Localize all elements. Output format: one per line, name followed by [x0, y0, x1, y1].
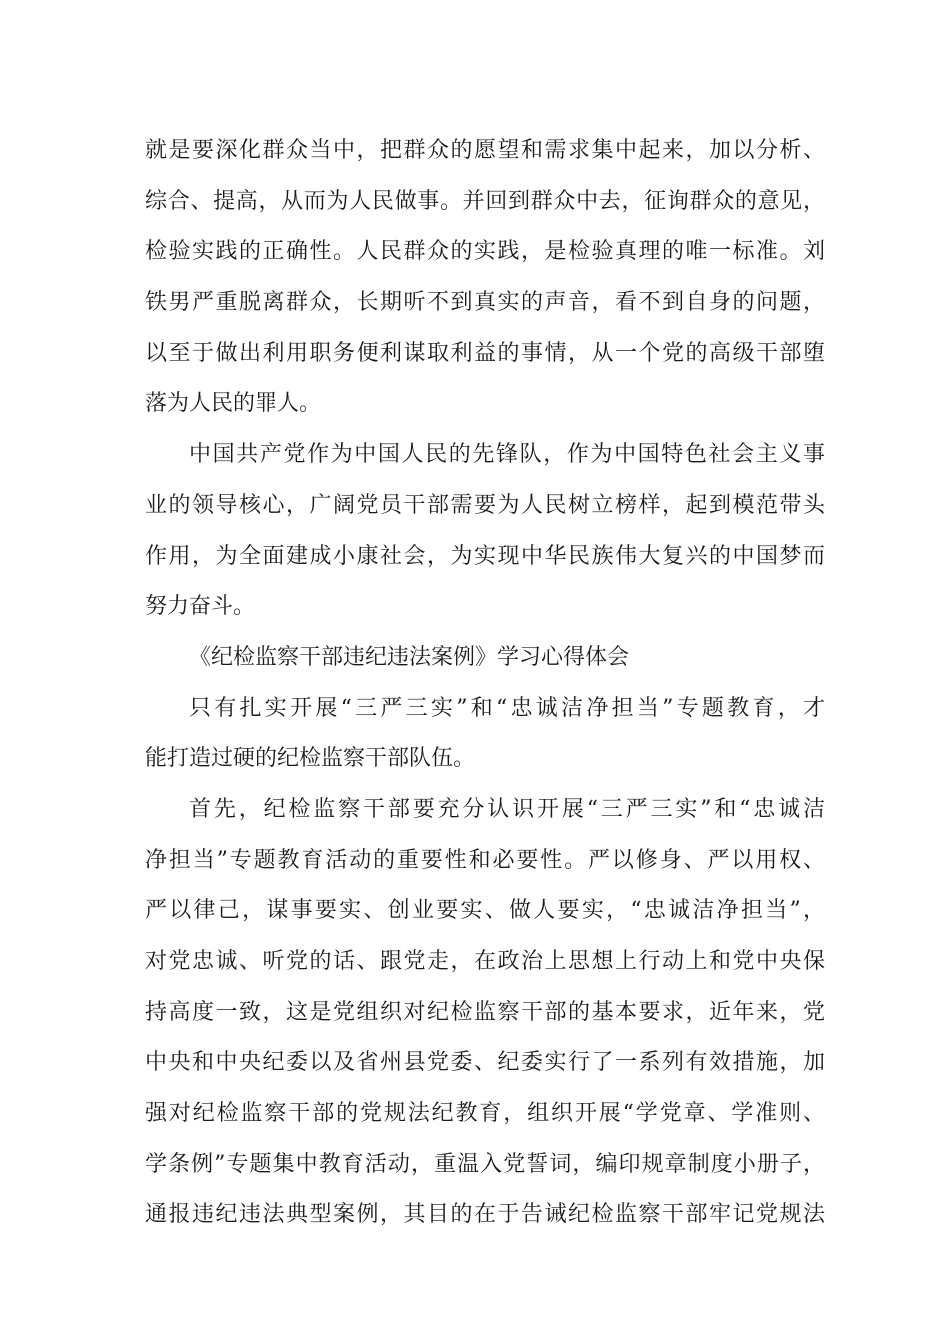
paragraph-line: 以至于做出利用职务便利谋取利益的事情，从一个党的高级干部堕 [145, 340, 825, 366]
paragraph-line: 首先，纪检监察干部要充分认识开展“三严三实”和“忠诚洁 [189, 796, 825, 822]
paragraph-line: 业的领导核心，广阔党员干部需要为人民树立榜样，起到模范带头 [145, 492, 825, 518]
paragraph-line: 中央和中央纪委以及省州县党委、纪委实行了一系列有效措施，加 [145, 1050, 825, 1076]
paragraph-line: 净担当”专题教育活动的重要性和必要性。严以修身、严以用权、 [145, 847, 825, 873]
paragraph-line: 通报违纪违法典型案例，其目的在于告诫纪检监察干部牢记党规法 [145, 1202, 825, 1228]
section-title: 《纪检监察干部违纪违法案例》学习心得体会 [189, 644, 630, 670]
paragraph-line: 作用，为全面建成小康社会，为实现中华民族伟大复兴的中国梦而 [145, 543, 825, 569]
paragraph-line: 就是要深化群众当中，把群众的愿望和需求集中起来，加以分析、 [145, 138, 825, 163]
paragraph-line: 综合、提高，从而为人民做事。并回到群众中去，征询群众的意见， [145, 188, 825, 214]
paragraph-line: 学条例”专题集中教育活动，重温入党誓词，编印规章制度小册子， [145, 1151, 825, 1177]
paragraph-line: 检验实践的正确性。人民群众的实践，是检验真理的唯一标准。刘 [145, 239, 825, 265]
document-body [145, 126, 825, 1241]
paragraph-line: 严以律己，谋事要实、创业要实、做人要实，“忠诚洁净担当”， [145, 898, 825, 924]
paragraph-line: 能打造过硬的纪检监察干部队伍。 [145, 746, 476, 772]
paragraph-line: 努力奋斗。 [145, 594, 256, 620]
paragraph-line: 强对纪检监察干部的党规法纪教育，组织开展“学党章、学准则、 [145, 1101, 825, 1127]
paragraph-line: 对党忠诚、听党的话、跟党走，在政治上思想上行动上和党中央保 [145, 949, 825, 974]
paragraph-line: 持高度一致，这是党组织对纪检监察干部的基本要求，近年来，党 [145, 999, 825, 1025]
paragraph-line: 铁男严重脱离群众，长期听不到真实的声音，看不到自身的问题， [145, 290, 825, 316]
paragraph-line: 中国共产党作为中国人民的先锋队，作为中国特色社会主义事 [189, 442, 825, 468]
paragraph-line: 只有扎实开展“三严三实”和“忠诚洁净担当”专题教育，才 [189, 695, 825, 721]
paragraph-line: 落为人民的罪人。 [145, 391, 322, 417]
